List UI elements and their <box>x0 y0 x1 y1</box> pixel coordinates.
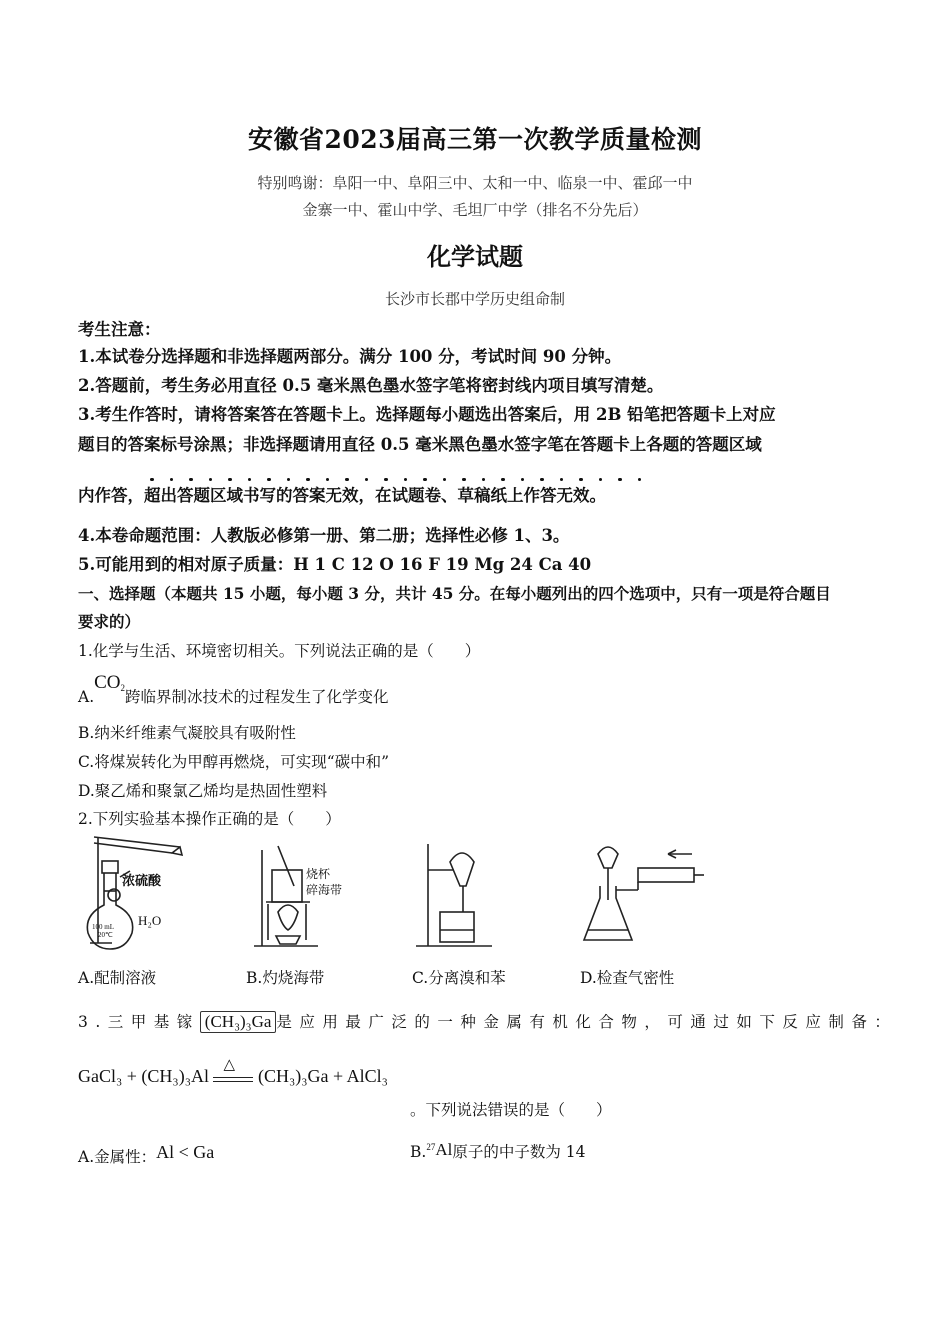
q3-option-a-formula: Al < Ga <box>156 1142 215 1162</box>
q1-option-b: B.纳米纤维素气凝胶具有吸附性 <box>78 724 296 742</box>
q1-stem: 1.化学与生活、环境密切相关。下列说法正确的是（ ） <box>78 642 481 660</box>
q3-stem-formula: (CH₃)₃Ga <box>200 1011 277 1033</box>
q3-stem-suffix: 是应用最广泛的一种金属有机化合物，可通过如下反应制备： <box>276 1013 898 1031</box>
q3-option-b-mass: 27 <box>426 1142 436 1152</box>
section-1-line-1: 一、选择题（本题共 15 小题，每小题 3 分，共计 45 分。在每小题列出的四个选项中，只有一项是符合题目 <box>78 584 831 603</box>
subject-title: 化学试题 <box>427 242 523 271</box>
figure-b-label-1: 烧杯 <box>306 867 331 881</box>
figure-c-separating-funnel <box>410 840 500 952</box>
notice-item-3-line-2: 题目的答案标号涂黑；非选择题请用直径 0.5 毫米黑色墨水签字笔在答题卡上各题的答题区域 <box>78 435 762 454</box>
figure-b-label-2: 碎海带 <box>306 883 343 897</box>
notice-item-4: 4.本卷命题范围：人教版必修第一册、第二册；选择性必修 1、3。 <box>78 526 570 545</box>
q3-option-a <box>78 1142 214 1167</box>
section-1-line-2: 要求的） <box>78 612 141 631</box>
q3-option-a-prefix: A.金属性： <box>78 1148 157 1166</box>
figure-a-flask-2: 20℃ <box>98 931 113 939</box>
q3-equation-condition: △ <box>223 1057 236 1073</box>
q3-option-b <box>410 1140 585 1162</box>
exam-title: 安徽省2023届高三第一次教学质量检测 <box>247 125 703 154</box>
emphasis-dots <box>150 466 670 476</box>
q3-option-b-text: 原子的中子数为 14 <box>452 1143 586 1161</box>
q2-stem: 2.下列实验基本操作正确的是（ ） <box>78 810 341 828</box>
q1-option-a-formula: CO <box>94 672 121 693</box>
q3-equation-right: (CH₃)₃Ga + AlCl₃ <box>257 1066 388 1086</box>
q1-option-a-subscript: 2 <box>120 683 126 693</box>
q3-equation <box>78 1057 388 1087</box>
q2-option-d: D.检查气密性 <box>580 969 675 987</box>
q3-option-b-prefix: B. <box>410 1143 427 1161</box>
q3-option-b-symbol: Al <box>435 1140 453 1159</box>
notice-heading: 考生注意： <box>78 320 161 339</box>
notice-item-1: 1.本试卷分选择题和非选择题两部分。满分 100 分，考试时间 90 分钟。 <box>78 347 622 366</box>
figure-a-label-2: H₂O <box>138 913 162 928</box>
figure-d-flask-syringe <box>580 840 710 952</box>
maker-line: 长沙市长郡中学历史组命制 <box>384 290 565 308</box>
notice-item-3-line-1: 3.考生作答时，请将答案答在答题卡上。选择题每小题选出答案后，用 2B 铅笔把答题卡上对应 <box>78 405 776 424</box>
q1-option-a <box>78 672 389 707</box>
q2-option-b: B.灼烧海带 <box>246 969 325 987</box>
q3-stem-prefix: 3.三甲基镓 <box>78 1013 200 1031</box>
figure-a-label-1: 浓硫酸 <box>122 873 162 888</box>
q3-stem <box>78 1010 897 1033</box>
q3-equation-left: GaCl₃ + (CH₃)₃Al <box>78 1066 209 1086</box>
q2-option-a: A.配制溶液 <box>78 969 157 987</box>
q2-option-c: C.分离溴和苯 <box>412 969 506 987</box>
figure-a-volumetric-flask <box>80 833 190 953</box>
q1-option-d: D.聚乙烯和聚氯乙烯均是热固性塑料 <box>78 782 328 800</box>
thanks-line-1: 特别鸣谢：阜阳一中、阜阳三中、太和一中、临泉一中、霍邱一中 <box>257 174 693 192</box>
figure-b-burner-beaker <box>248 840 358 952</box>
notice-item-5: 5.可能用到的相对原子质量：H 1 C 12 O 16 F 19 Mg 24 Ca 40 <box>78 555 592 574</box>
notice-item-3-line-3: 内作答，超出答题区域书写的答案无效，在试题卷、草稿纸上作答无效。 <box>78 486 606 505</box>
figure-a-flask-1: 100 mL <box>92 923 114 931</box>
q3-equation-arrow <box>213 1057 253 1082</box>
thanks-line-2: 金寨一中、霍山中学、毛坦厂中学（排名不分先后） <box>302 201 648 219</box>
q1-option-a-text: 跨临界制冰技术的过程发生了化学变化 <box>125 688 389 706</box>
q3-ask: 。下列说法错误的是（ ） <box>410 1101 612 1119</box>
q1-option-c: C.将煤炭转化为甲醇再燃烧，可实现“碳中和” <box>78 753 390 771</box>
notice-item-2: 2.答题前，考生务必用直径 0.5 毫米黑色墨水签字笔将密封线内项目填写清楚。 <box>78 376 664 395</box>
q1-option-a-prefix: A. <box>78 688 95 706</box>
